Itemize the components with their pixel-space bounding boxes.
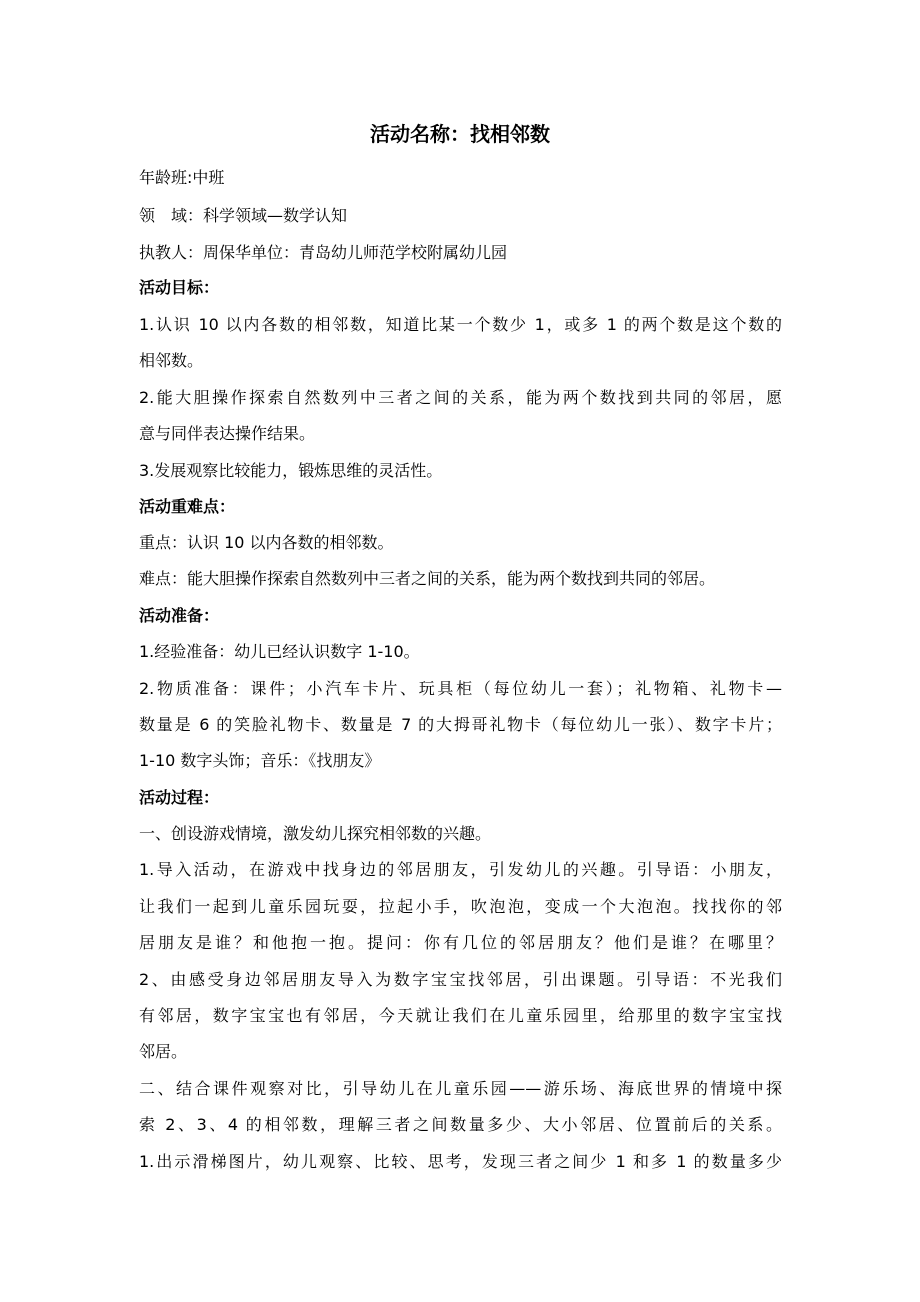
paragraph-line: 邻居。	[139, 1042, 188, 1061]
section-heading-process: 活动过程：	[139, 788, 220, 807]
paragraph-line: 2.能大胆操作探索自然数列中三者之间的关系，能为两个数找到共同的邻居，愿	[139, 388, 782, 407]
paragraph-line: 1.导入活动，在游戏中找身边的邻居朋友，引发幼儿的兴趣。引导语：小朋友，	[139, 860, 782, 879]
paragraph-line: 2、由感受身边邻居朋友导入为数字宝宝找邻居，引出课题。引导语：不光我们	[139, 970, 782, 989]
paragraph-line: 难点：能大胆操作探索自然数列中三者之间的关系，能为两个数找到共同的邻居。	[139, 569, 716, 588]
paragraph-line: 二、结合课件观察对比，引导幼儿在儿童乐园——游乐场、海底世界的情境中探	[139, 1079, 782, 1098]
paragraph-line: 一、创设游戏情境，激发幼儿探究相邻数的兴趣。	[139, 824, 492, 843]
paragraph-line: 1-10 数字头饰；音乐：《找朋友》	[139, 751, 381, 770]
paragraph-line: 有邻居，数字宝宝也有邻居，今天就让我们在儿童乐园里，给那里的数字宝宝找	[139, 1006, 782, 1025]
paragraph-line: 相邻数。	[139, 351, 204, 370]
paragraph-line: 数量是 6 的笑脸礼物卡、数量是 7 的大拇哥礼物卡（每位幼儿一张）、数字卡片；	[139, 715, 782, 734]
paragraph-line: 居朋友是谁？和他抱一抱。提问：你有几位的邻居朋友？他们是谁？在哪里？	[139, 933, 782, 952]
paragraph-line: 3.发展观察比较能力，锻炼思维的灵活性。	[139, 461, 443, 480]
section-heading-goals: 活动目标：	[139, 278, 220, 297]
section-heading-preparation: 活动准备：	[139, 606, 220, 625]
section-heading-key-points: 活动重难点：	[139, 497, 236, 516]
paragraph-line: 重点：认识 10 以内各数的相邻数。	[139, 533, 394, 552]
paragraph-line: 意与同伴表达操作结果。	[139, 424, 316, 443]
paragraph-line: 1.出示滑梯图片，幼儿观察、比较、思考，发现三者之间少 1 和多 1 的数量多少	[139, 1152, 782, 1171]
teacher-line: 执教人：周保华单位：青岛幼儿师范学校附属幼儿园	[139, 243, 508, 262]
document-title: 活动名称：找相邻数	[370, 122, 550, 146]
paragraph-line: 1.经验准备：幼儿已经认识数字 1-10。	[139, 642, 420, 661]
paragraph-line: 让我们一起到儿童乐园玩耍，拉起小手，吹泡泡，变成一个大泡泡。找找你的邻	[139, 897, 782, 916]
paragraph-line: 索 2、3、4 的相邻数，理解三者之间数量多少、大小邻居、位置前后的关系。	[139, 1115, 782, 1134]
paragraph-line: 2.物质准备：课件；小汽车卡片、玩具柜（每位幼儿一套）；礼物箱、礼物卡—	[139, 679, 782, 698]
domain-line: 领 域：科学领域—数学认知	[139, 206, 348, 225]
paragraph-line: 1.认识 10 以内各数的相邻数，知道比某一个数少 1，或多 1 的两个数是这个数的	[139, 315, 782, 334]
age-class-line: 年龄班:中班	[139, 168, 225, 187]
